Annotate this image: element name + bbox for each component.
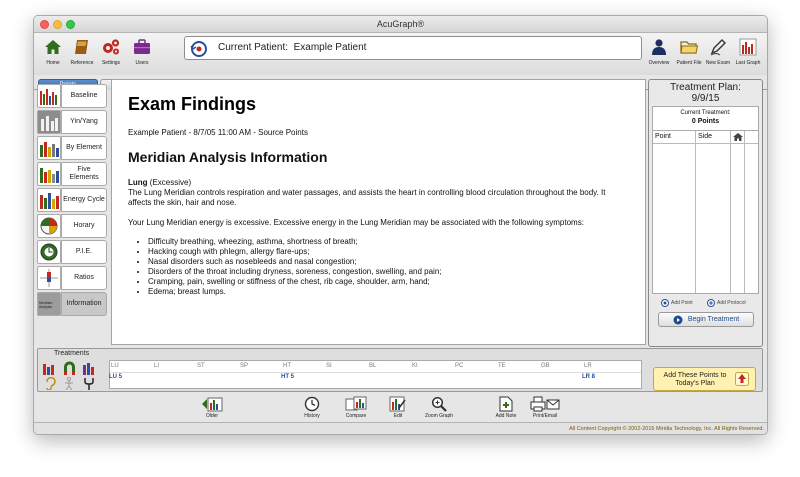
treatment-point-lu[interactable]: LU 5 (109, 374, 123, 380)
older-graph-icon (201, 396, 223, 412)
list-item: • Cramping, pain, swelling or stiffness of the chest, rib cage, shoulder, arm, hand; (148, 277, 628, 287)
add-note-button[interactable]: Add Note (486, 396, 526, 419)
compare-icon (345, 396, 367, 412)
list-item: • Edema; breast lumps. (148, 287, 628, 297)
pie-chart-icon (37, 240, 61, 264)
treatment-plan-panel (648, 79, 763, 347)
window-title: AcuGraph® (376, 19, 425, 29)
add-note-icon (499, 396, 513, 412)
energy-cycle-icon (37, 188, 61, 212)
meridian-label: LI (154, 363, 160, 369)
meridian-label: SI (326, 363, 332, 369)
five-elements-icon (37, 162, 61, 186)
column-header-side: Side (696, 131, 731, 293)
list-item: • Disorders of the throat including dryness, soreness, congestion, swelling, and pain; (148, 267, 628, 277)
ratios-icon (37, 266, 61, 290)
current-patient-name: Example Patient (293, 42, 367, 53)
meridian-intro (128, 178, 628, 208)
meridian-label: BL (369, 363, 377, 369)
symptom-list (128, 237, 628, 297)
status-bar (34, 422, 767, 435)
print-email-icon (530, 396, 560, 412)
new-exam-button[interactable]: New Exam (701, 36, 735, 66)
sidebar-item-pie[interactable]: P.I.E. (37, 240, 107, 264)
home-button[interactable]: Home (36, 36, 70, 66)
section-heading: Meridian Analysis Information (128, 149, 328, 165)
meridian-label: LU (111, 363, 119, 369)
meridian-state: (Excessive) (149, 178, 192, 187)
print-email-button[interactable]: Print/Email (525, 396, 565, 419)
element-treatment-icon[interactable] (82, 361, 97, 375)
users-button[interactable]: Users (125, 36, 159, 66)
treatment-meridian-grid[interactable] (109, 360, 642, 389)
baseline-graph-icon (37, 84, 61, 108)
treatment-point-lr[interactable]: LR 8 (582, 374, 596, 380)
meridian-label: KI (412, 363, 418, 369)
horary-clock-icon (37, 214, 61, 238)
yinyang-graph-icon (37, 110, 61, 134)
graph-icon (738, 36, 758, 58)
treatment-plan-title: Treatment Plan: (670, 82, 741, 93)
page-title: Exam Findings (128, 94, 257, 114)
zoom-graph-button[interactable]: Zoom Graph (419, 396, 459, 419)
sidebar-item-by-element[interactable]: By Element (37, 136, 107, 160)
current-patient-label: Current Patient: (218, 42, 289, 53)
play-icon (673, 315, 683, 325)
add-point-button[interactable]: Add Point (661, 299, 693, 307)
edit-graph-icon (389, 396, 407, 412)
list-item: • Nasal disorders such as nosebleeds and nasal congestion; (148, 257, 628, 267)
add-point-icon (661, 299, 669, 307)
list-item: • Difficulty breathing, wheezing, asthma, shortness of breath; (148, 237, 628, 247)
current-patient-field[interactable] (184, 36, 642, 60)
book-icon (72, 36, 92, 58)
treatment-point-ht[interactable]: HT 5 (281, 374, 295, 380)
meridian-label: LR (584, 363, 592, 369)
begin-treatment-button[interactable]: Begin Treatment (658, 312, 754, 327)
magnifier-icon (431, 396, 447, 412)
tuning-fork-icon[interactable] (83, 377, 95, 390)
settings-button[interactable]: Settings (94, 36, 128, 66)
treatment-points-list[interactable] (652, 106, 759, 294)
app-window (33, 15, 768, 435)
treatments-panel (37, 348, 763, 392)
meridian-label: SP (240, 363, 249, 369)
sidebar-item-baseline[interactable]: Baseline (37, 84, 107, 108)
body-figure-icon[interactable] (63, 377, 75, 390)
older-button[interactable]: Older (192, 396, 232, 419)
home-icon (43, 36, 63, 58)
element-graph-icon (37, 136, 61, 160)
add-protocol-button[interactable]: Add Protocol (707, 299, 746, 307)
add-to-plan-icon (735, 372, 749, 386)
add-protocol-icon (707, 299, 715, 307)
overview-button[interactable]: Overview (642, 36, 676, 66)
clock-icon (304, 396, 320, 412)
meridian-label: GB (541, 363, 550, 369)
switch-patient-icon (190, 40, 208, 58)
home-icon (733, 133, 743, 141)
sidebar-item-information[interactable]: Meridian Analysis Information (37, 292, 107, 316)
home-care-column (731, 131, 745, 293)
sidebar-item-horary[interactable]: Horary (37, 214, 107, 238)
folder-icon (679, 36, 699, 58)
reference-button[interactable]: Reference (65, 36, 99, 66)
treatments-label: Treatments (54, 350, 90, 357)
current-treatment-label: Current Treatment: (680, 110, 731, 116)
meridian-description: The Lung Meridian controls respiration and water passages, and assists the heart in controlling blood circulation throughout the body. It affects the skin, hair and nose. (128, 188, 606, 207)
title-bar (34, 16, 767, 33)
meridian-excess-text: Your Lung Meridian energy is excessive. Excessive energy in the Lung Meridian may be associated with the following symptoms: (128, 218, 584, 227)
column-header-point: Point (653, 131, 696, 293)
meridian-label: ST (197, 363, 205, 369)
person-icon (649, 36, 669, 58)
meridian-name: Lung (128, 178, 148, 187)
edit-button[interactable]: Edit (378, 396, 418, 419)
history-button[interactable]: History (292, 396, 332, 419)
sidebar-item-yin-yang[interactable]: Yin/Yang (37, 110, 107, 134)
meridian-label: PC (455, 363, 464, 369)
last-graph-button[interactable]: Last Graph (731, 36, 765, 66)
patient-file-button[interactable]: Patient File (672, 36, 706, 66)
copyright-text: All Content Copyright © 2002-2015 Miridia Technology, Inc. All Rights Reserved. (569, 426, 764, 432)
list-item: • Hacking cough with phlegm, allergy flare-ups; (148, 247, 628, 257)
magnet-treatment-icon[interactable] (62, 361, 77, 375)
ear-icon[interactable] (44, 377, 56, 390)
meridian-label: TE (498, 363, 506, 369)
briefcase-icon (132, 36, 152, 58)
exam-findings-panel (111, 79, 646, 345)
meridian-analysis-icon: Meridian Analysis (37, 292, 61, 316)
sidebar-item-five-elements[interactable]: Five Elements (37, 162, 107, 186)
main-toolbar (34, 33, 767, 75)
compare-button[interactable]: Compare (336, 396, 376, 419)
sidebar-item-ratios[interactable]: Ratios (37, 266, 107, 290)
pen-icon (708, 36, 728, 58)
sidebar-item-energy-cycle[interactable]: Energy Cycle (37, 188, 107, 212)
exam-subtitle: Example Patient - 8/7/05 11:00 AM - Source Points (128, 128, 308, 137)
add-points-to-plan-button[interactable]: Add These Points to Today's Plan (653, 367, 756, 391)
graph-treatment-icon[interactable] (42, 361, 57, 375)
current-treatment-points: 0 Points (691, 118, 720, 125)
gears-icon (101, 36, 121, 58)
meridian-label: HT (283, 363, 291, 369)
treatment-plan-date: 9/9/15 (691, 93, 720, 104)
